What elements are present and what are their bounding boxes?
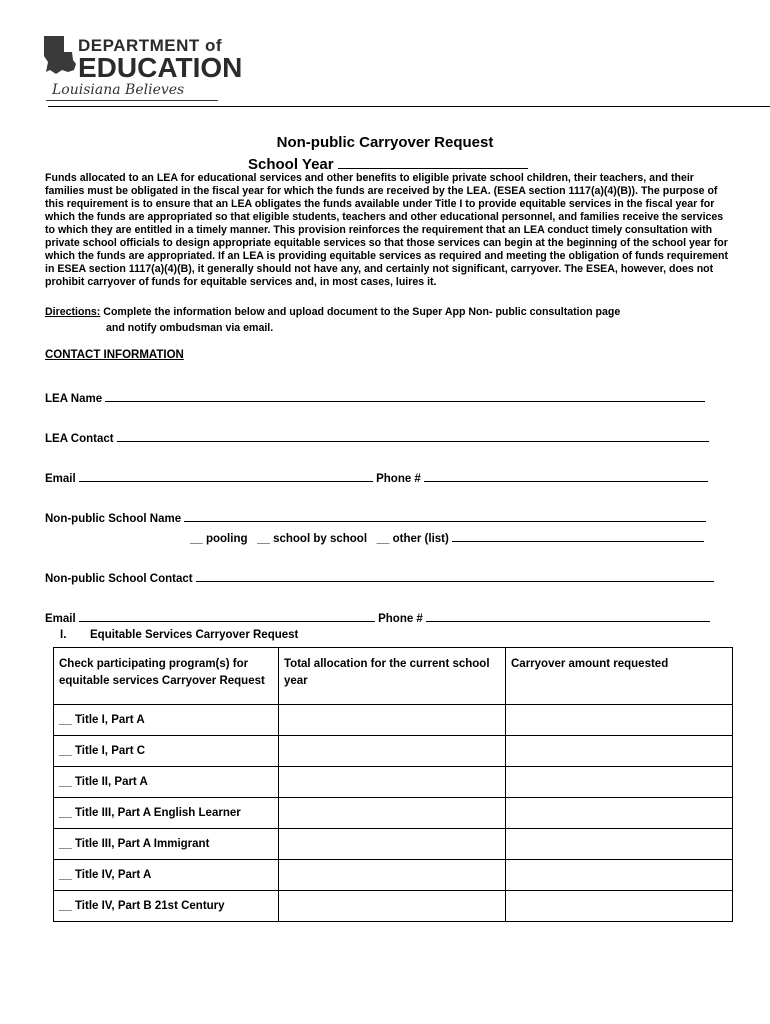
allocation-cell[interactable] <box>279 829 506 860</box>
phone-label-2: Phone # <box>378 613 423 625</box>
logo-line-1: DEPARTMENT of <box>78 36 223 55</box>
table-row <box>54 798 733 829</box>
program-title-iv-b[interactable]: __ Title IV, Part B 21st Century <box>54 891 279 922</box>
logo-tagline: Louisiana Believes <box>52 82 185 98</box>
program-title-ii-a[interactable]: __ Title II, Part A <box>54 767 279 798</box>
directions-text: Complete the information below and upload document to the Super App Non- public consultation page <box>103 306 621 318</box>
email-label: Email <box>45 473 76 485</box>
school-year-label: School Year <box>248 156 334 173</box>
lea-name-input[interactable] <box>105 389 705 402</box>
email-label-2: Email <box>45 613 76 625</box>
directions-label: Directions: <box>45 306 101 318</box>
np-school-name-label: Non-public School Name <box>45 513 182 525</box>
lea-name-label: LEA Name <box>45 393 103 405</box>
allocation-cell[interactable] <box>279 736 506 767</box>
lea-contact-input[interactable] <box>117 429 709 442</box>
section-number: I. <box>60 629 67 641</box>
header-carryover-amount: Carryover amount requested <box>506 648 733 705</box>
section-heading <box>60 629 298 641</box>
service-type-row <box>190 529 704 545</box>
program-title-iii-a-el[interactable]: __ Title III, Part A English Learner <box>54 798 279 829</box>
contact-heading: CONTACT INFORMATION <box>45 349 184 361</box>
header-total-allocation: Total allocation for the current school year <box>279 648 506 705</box>
directions-text-2: and notify ombudsman via email. <box>106 322 274 334</box>
email-input[interactable] <box>79 469 373 482</box>
np-school-contact-label: Non-public School Contact <box>45 573 193 585</box>
table-row <box>54 767 733 798</box>
school-year-row <box>248 154 528 173</box>
pooling-option[interactable]: __ pooling <box>190 533 248 545</box>
table-row <box>54 891 733 922</box>
directions <box>45 306 620 319</box>
department-of-education-logo <box>42 34 243 104</box>
allocation-cell[interactable] <box>279 705 506 736</box>
carryover-table <box>53 647 733 922</box>
school-by-school-option[interactable]: __ school by school <box>257 533 368 545</box>
allocation-cell[interactable] <box>279 891 506 922</box>
school-year-input[interactable] <box>338 154 528 169</box>
intro-paragraph: Funds allocated to an LEA for educational services and other benefits to eligible private school children, their teachers, and their families must be obligated in the fiscal year for which the funds are received by the LEA. (ESEA section 1117(a)(4)(B)). The purpose of this requirement is to ensure that an LEA obligates the funds available under Title I to provide equitable services in the fiscal year for which the funds are appropriated so that eligible students, teachers and other educational personnel, and families receive the services to which they are entitled in a timely manner. This provision reinforces the requirement that an LEA conduct timely consultation with private school officials to design appropriate equitable services so that those services can begin at the beginning of the school year for which the funds are appropriated. If an LEA is providing equitable services as required and meeting the obligation of funds requirement in ESEA section 1117(a)(4)(B), it generally should not have any, and certainly not significant, carryover. The ESEA, however, does not prohibit carryover of funds for equitable services and, in most cases, luires it. <box>45 172 729 288</box>
phone-input[interactable] <box>424 469 708 482</box>
other-option[interactable]: __ other (list) <box>376 533 449 545</box>
email-input-2[interactable] <box>79 609 375 622</box>
logo-line-2: EDUCATION <box>78 52 243 83</box>
allocation-cell[interactable] <box>279 767 506 798</box>
np-school-name-input[interactable] <box>184 509 706 522</box>
email-row-2 <box>45 609 710 625</box>
program-title-i-a[interactable]: __ Title I, Part A <box>54 705 279 736</box>
np-school-name-row <box>45 509 706 525</box>
phone-input-2[interactable] <box>426 609 710 622</box>
carryover-cell[interactable] <box>506 829 733 860</box>
lea-contact-label: LEA Contact <box>45 433 114 445</box>
logo-underline <box>46 100 218 101</box>
table-row <box>54 829 733 860</box>
carryover-cell[interactable] <box>506 798 733 829</box>
other-list-input[interactable] <box>452 529 704 542</box>
program-title-i-c[interactable]: __ Title I, Part C <box>54 736 279 767</box>
program-title-iii-a-immigrant[interactable]: __ Title III, Part A Immigrant <box>54 829 279 860</box>
allocation-cell[interactable] <box>279 860 506 891</box>
lea-name-row <box>45 389 705 405</box>
table-row <box>54 705 733 736</box>
email-row <box>45 469 708 485</box>
carryover-cell[interactable] <box>506 736 733 767</box>
section-title: Equitable Services Carryover Request <box>90 629 299 641</box>
carryover-cell[interactable] <box>506 705 733 736</box>
allocation-cell[interactable] <box>279 798 506 829</box>
program-title-iv-a[interactable]: __ Title IV, Part A <box>54 860 279 891</box>
louisiana-state-icon <box>42 34 78 78</box>
carryover-cell[interactable] <box>506 891 733 922</box>
page-title: Non-public Carryover Request <box>276 134 494 151</box>
np-school-contact-row <box>45 569 714 585</box>
lea-contact-row <box>45 429 709 445</box>
header-program: Check participating program(s) for equitable services Carryover Request <box>54 648 279 705</box>
carryover-cell[interactable] <box>506 860 733 891</box>
table-row <box>54 736 733 767</box>
header-rule <box>48 106 770 107</box>
np-school-contact-input[interactable] <box>196 569 714 582</box>
table-row <box>54 860 733 891</box>
carryover-cell[interactable] <box>506 767 733 798</box>
phone-label: Phone # <box>376 473 421 485</box>
table-header-row <box>54 648 733 705</box>
